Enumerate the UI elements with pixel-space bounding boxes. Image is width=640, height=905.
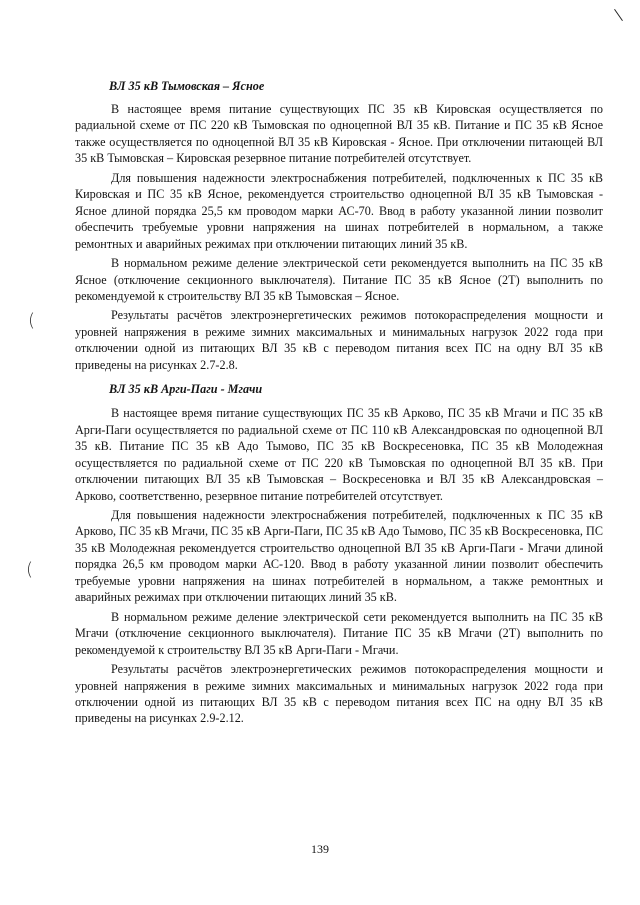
document-body (75, 78, 603, 730)
margin-bracket-mark: ( (28, 310, 36, 331)
section-heading-tymovskaya-yasnoe: ВЛ 35 кВ Тымовская – Ясное (109, 79, 265, 93)
paragraph: Для повышения надежности электроснабжения потребителей, подключенных к ПС 35 кВ Кировская и ПС 35 кВ Ясное, рекомендуется строительство одноцепной ВЛ 35 кВ Тымовская - Ясное длиной порядка 25,5 км проводом марки АС-70. Ввод в работу указанной линии позволит обеспечить требуемые уровни напряжения на шинах потребителей в нормальном, а также ремонтных и аварийных режимах при отключении питающих линий 35 кВ. (75, 170, 603, 251)
paragraph: В настоящее время питание существующих ПС 35 кВ Кировская осуществляется по радиальной схеме от ПС 220 кВ Тымовская по одноцепной ВЛ 35 кВ. Питание и ПС 35 кВ Ясное также осуществляется по одноцепной ВЛ 35 кВ Кировская - Ясное. При отключении питающей ВЛ 35 кВ Тымовская – Кировская резервное питание потребителей отсутствует. (75, 102, 603, 166)
paragraph: В настоящее время питание существующих ПС 35 кВ Арково, ПС 35 кВ Мгачи и ПС 35 кВ Арги-Паги осуществляется по радиальной схеме от ПС 110 кВ Александровская по одноцепной ВЛ 35 кВ. Питание ПС 35 кВ Адо Тымово, ПС 35 кВ Воскресеновка, ПС 35 кВ Молодежная осуществляется по радиальной схеме от ПС 220 кВ Тымовская по одноцепной ВЛ 35 кВ. При отключении питающих ВЛ 35 кВ Тымовская – Воскресеновка и ВЛ 35 кВ Александровская – Арково, соответственно, резервное питание потребителей отсутствует. (75, 406, 603, 503)
paragraph: Для повышения надежности электроснабжения потребителей, подключенных к ПС 35 кВ Арково, ПС 35 кВ Мгачи, ПС 35 кВ Арги-Паги, ПС 35 кВ Адо Тымово, ПС 35 кВ Воскресеновка, ПС 35 кВ Молодежная рекомендуется строительство одноцепной ВЛ 35 кВ Арги-Паги - Мгачи длиной порядка 26,5 км проводом марки АС-120. Ввод в работу указанной линии позволит обеспечить требуемые уровни напряжения на шинах потребителей в нормальном, а также ремонтных и аварийных режимах при отключении питающих линий 35 кВ. (75, 507, 603, 605)
paragraph: В нормальном режиме деление электрической сети рекомендуется выполнить на ПС 35 кВ Мгачи (отключение секционного выключателя). Питание ПС 35 кВ Мгачи (2Т) выполнить по рекомендуемой к строительству ВЛ 35 кВ Арги-Паги - Мгачи. (75, 609, 603, 657)
margin-bracket-mark: ( (26, 559, 34, 580)
paragraph: Результаты расчётов электроэнергетических режимов потокораспределения мощности и уровней напряжения в режиме зимних максимальных и минимальных нагрузок 2022 года при отключении одной из питающих ВЛ 35 кВ с переводом питания всех ПС на одну ВЛ 35 кВ приведены на рисунках 2.9-2.12. (75, 662, 603, 726)
corner-mark (614, 9, 623, 21)
page-number: 139 (311, 842, 329, 856)
paragraph: Результаты расчётов электроэнергетических режимов потокораспределения мощности и уровней напряжения в режиме зимних максимальных и минимальных нагрузок 2022 года при отключении одной из питающих ВЛ 35 кВ с переводом питания всех ПС на одну ВЛ 35 кВ приведены на рисунках 2.7-2.8. (75, 308, 603, 372)
section-heading-argi-pagi-mgachi: ВЛ 35 кВ Арги-Паги - Мгачи (109, 382, 263, 397)
paragraph: В нормальном режиме деление электрической сети рекомендуется выполнить на ПС 35 кВ Ясное (отключение секционного выключателя). Питание ПС 35 кВ Ясное (2Т) выполнить по рекомендуемой к строительству ВЛ 35 кВ Тымовская – Ясное. (75, 256, 603, 303)
